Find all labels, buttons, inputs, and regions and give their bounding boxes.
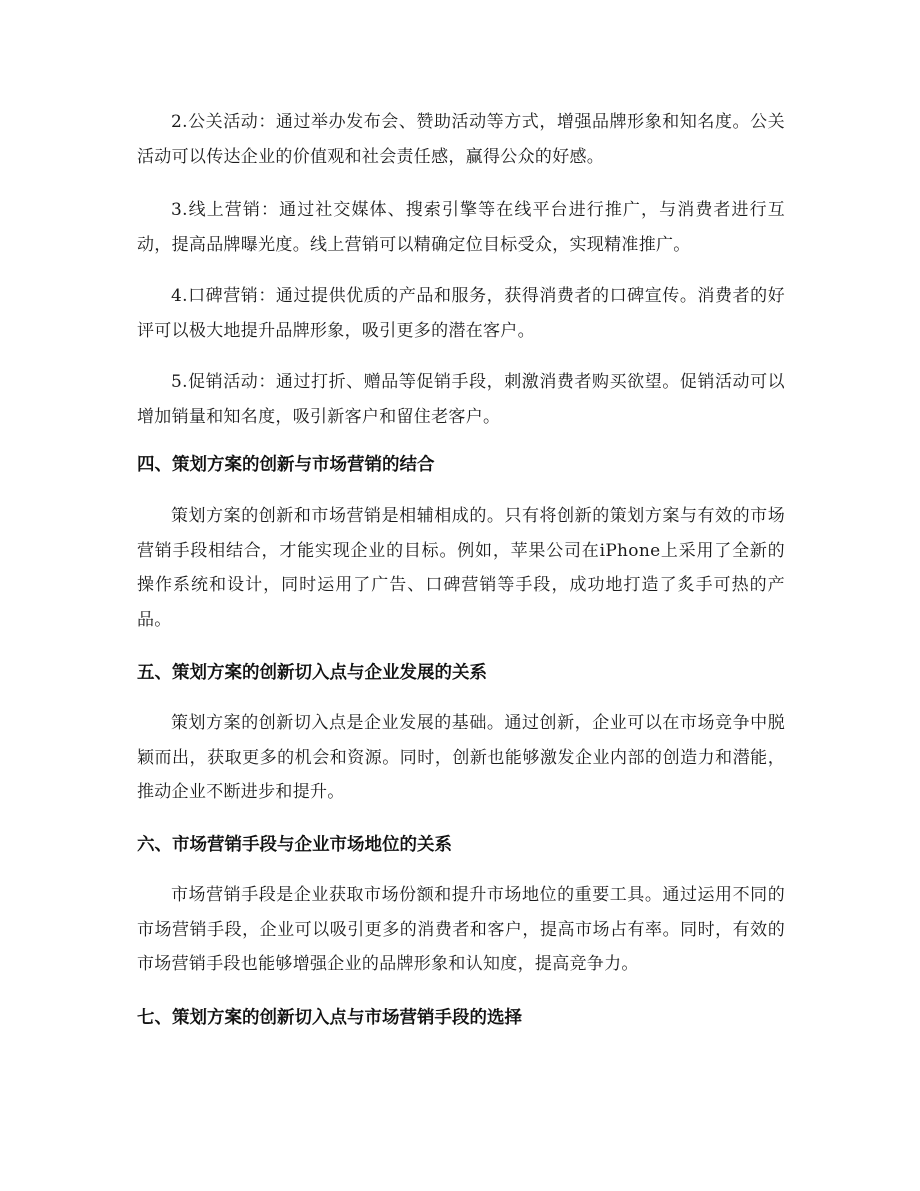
section-heading-6: 六、市场营销手段与企业市场地位的关系: [137, 835, 452, 855]
list-item-promotion: 5.促销活动：通过打折、赠品等促销手段，刺激消费者购买欲望。促销活动可以增加销量和知名度，吸引新客户和留住老客户。: [137, 372, 785, 427]
section-heading-7: 七、策划方案的创新切入点与市场营销手段的选择: [137, 1008, 522, 1028]
section-body-6: 市场营销手段是企业获取市场份额和提升市场地位的重要工具。通过运用不同的市场营销手段，企业可以吸引更多的消费者和客户，提高市场占有率。同时，有效的市场营销手段也能够增强企业的品牌形象和认知度，提高竞争力。: [137, 885, 785, 974]
section-body-4: 策划方案的创新和市场营销是相辅相成的。只有将创新的策划方案与有效的市场营销手段相结合，才能实现企业的目标。例如，苹果公司在iPhone上采用了全新的操作系统和设计，同时运用了广告、口碑营销等手段，成功地打造了炙手可热的产品。: [137, 506, 785, 630]
list-item-pr-activity: 2.公关活动：通过举办发布会、赞助活动等方式，增强品牌形象和知名度。公关活动可以传达企业的价值观和社会责任感，赢得公众的好感。: [137, 112, 785, 167]
section-heading-5: 五、策划方案的创新切入点与企业发展的关系: [137, 663, 487, 683]
list-item-word-of-mouth: 4.口碑营销：通过提供优质的产品和服务，获得消费者的口碑宣传。消费者的好评可以极大地提升品牌形象，吸引更多的潜在客户。: [137, 286, 785, 341]
section-body-5: 策划方案的创新切入点是企业发展的基础。通过创新，企业可以在市场竞争中脱颖而出，获取更多的机会和资源。同时，创新也能够激发企业内部的创造力和潜能，推动企业不断进步和提升。: [137, 713, 785, 802]
list-item-online-marketing: 3.线上营销：通过社交媒体、搜索引擎等在线平台进行推广，与消费者进行互动，提高品牌曝光度。线上营销可以精确定位目标受众，实现精准推广。: [137, 200, 785, 255]
section-heading-4: 四、策划方案的创新与市场营销的结合: [137, 455, 435, 475]
